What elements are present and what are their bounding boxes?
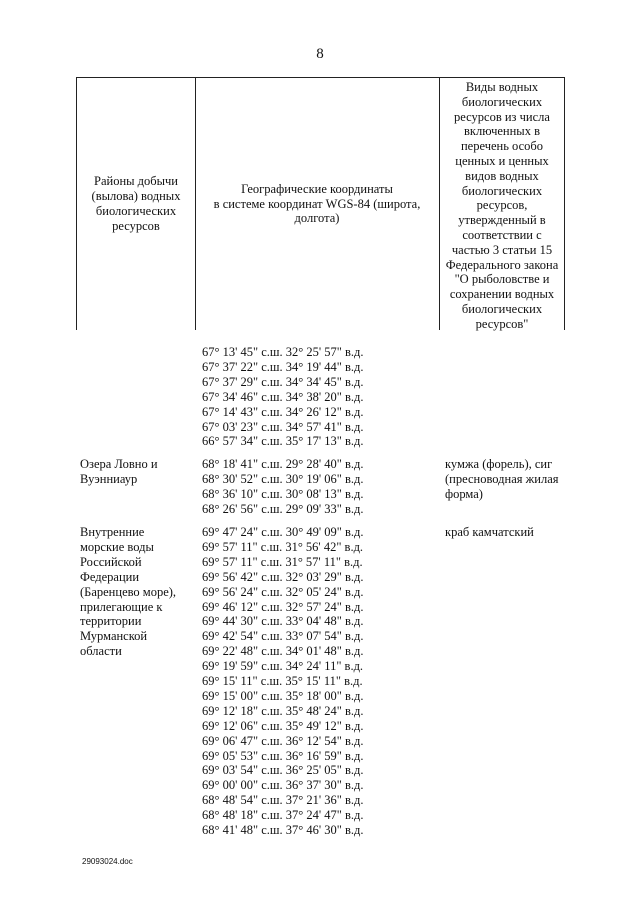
coordinate-line: 69° 19' 59" с.ш. 34° 24' 11" в.д. — [202, 659, 364, 674]
coordinate-line: 68° 48' 54" с.ш. 37° 21' 36" в.д. — [202, 793, 364, 808]
coordinate-line: 69° 00' 00" с.ш. 36° 37' 30" в.д. — [202, 778, 364, 793]
coordinate-line: 69° 57' 11" с.ш. 31° 57' 11" в.д. — [202, 554, 363, 569]
coordinate-line: 68° 48' 18" с.ш. 37° 24' 47" в.д. — [202, 808, 364, 823]
coordinates-cell — [202, 345, 432, 449]
header-species-text: Виды водных биологических ресурсов из числа включенных в перечень особо ценных и ценных видов водных биологических ресурсов, утвержденный в соответствии с частью 3 статьи 15 Федерального закона "О рыболовстве и сохранении водных биологических ресурсов" — [445, 80, 559, 331]
coordinate-line: 66° 57' 34" с.ш. 35° 17' 13" в.д. — [202, 434, 364, 449]
header-coordinates — [199, 78, 435, 330]
table-row-group-1 — [76, 345, 563, 449]
coordinate-line: 69° 12' 18" с.ш. 35° 48' 24" в.д. — [202, 703, 364, 718]
table-header — [76, 77, 565, 330]
coordinate-line: 69° 15' 00" с.ш. 35° 18' 00" в.д. — [202, 688, 364, 703]
table-row-group-2 — [76, 457, 563, 517]
coordinate-line: 69° 22' 48" с.ш. 34° 01' 48" в.д. — [202, 644, 364, 659]
coordinate-line: 67° 34' 46" с.ш. 34° 38' 20" в.д. — [202, 389, 364, 404]
coordinate-line: 67° 14' 43" с.ш. 34° 26' 12" в.д. — [202, 404, 364, 419]
header-species — [442, 78, 562, 332]
coordinate-line: 69° 44' 30" с.ш. 33° 04' 48" в.д. — [202, 614, 364, 629]
coordinate-line: 68° 36' 10" с.ш. 30° 08' 13" в.д. — [202, 487, 364, 502]
coordinate-line: 67° 13' 45" с.ш. 32° 25' 57" в.д. — [202, 345, 364, 359]
coordinates-cell — [202, 457, 432, 517]
coordinate-line: 69° 56' 24" с.ш. 32° 05' 24" в.д. — [202, 584, 364, 599]
table-row-group-3 — [76, 525, 563, 838]
column-divider — [195, 78, 196, 330]
coordinate-line: 68° 18' 41" с.ш. 29° 28' 40" в.д. — [202, 457, 364, 472]
page-number: 8 — [316, 46, 324, 62]
coordinate-line: 69° 12' 06" с.ш. 35° 49' 12" в.д. — [202, 718, 364, 733]
coordinate-line: 69° 05' 53" с.ш. 36° 16' 59" в.д. — [202, 748, 364, 763]
coordinate-line: 69° 03' 54" с.ш. 36° 25' 05" в.д. — [202, 763, 364, 778]
coordinate-line: 68° 30' 52" с.ш. 30° 19' 06" в.д. — [202, 472, 364, 487]
coordinate-line: 69° 15' 11" с.ш. 35° 15' 11" в.д. — [202, 674, 363, 689]
coordinate-line: 69° 56' 42" с.ш. 32° 03' 29" в.д. — [202, 569, 364, 584]
coordinates-cell — [202, 525, 432, 838]
coordinate-line: 68° 41' 48" с.ш. 37° 46' 30" в.д. — [202, 823, 364, 838]
table-body — [76, 345, 563, 846]
footer-filename: 29093024.doc — [82, 857, 133, 866]
species-cell: кумжа (форель), сиг (пресноводная жилая форма) — [445, 457, 559, 502]
coordinate-line: 67° 37' 22" с.ш. 34° 19' 44" в.д. — [202, 359, 364, 374]
region-cell: Внутренние морские воды Российской Федерации (Баренцево море), прилегающие к территории Мурманской области — [80, 524, 177, 659]
coordinate-line: 69° 57' 11" с.ш. 31° 56' 42" в.д. — [202, 539, 364, 554]
coordinate-line: 69° 06' 47" с.ш. 36° 12' 54" в.д. — [202, 733, 364, 748]
region-cell: Озера Ловно и Вуэнниаур — [80, 457, 158, 487]
coordinate-line: 69° 46' 12" с.ш. 32° 57' 24" в.д. — [202, 599, 364, 614]
header-coordinates-line2: в системе координат WGS-84 (широта, долгота) — [213, 196, 421, 226]
coordinate-line: 69° 47' 24" с.ш. 30° 49' 09" в.д. — [202, 524, 364, 539]
column-divider — [439, 78, 440, 330]
coordinate-line: 69° 42' 54" с.ш. 33° 07' 54" в.д. — [202, 629, 364, 644]
coordinate-line: 67° 03' 23" с.ш. 34° 57' 41" в.д. — [202, 419, 364, 434]
header-coordinates-line1: Географические координаты — [241, 181, 393, 196]
coordinate-line: 68° 26' 56" с.ш. 29° 09' 33" в.д. — [202, 502, 364, 517]
header-region — [79, 78, 193, 330]
coordinate-line: 67° 37' 29" с.ш. 34° 34' 45" в.д. — [202, 374, 364, 389]
species-cell: краб камчатский — [445, 524, 534, 539]
header-region-text: Районы добычи (вылова) водных биологических ресурсов — [91, 174, 181, 233]
